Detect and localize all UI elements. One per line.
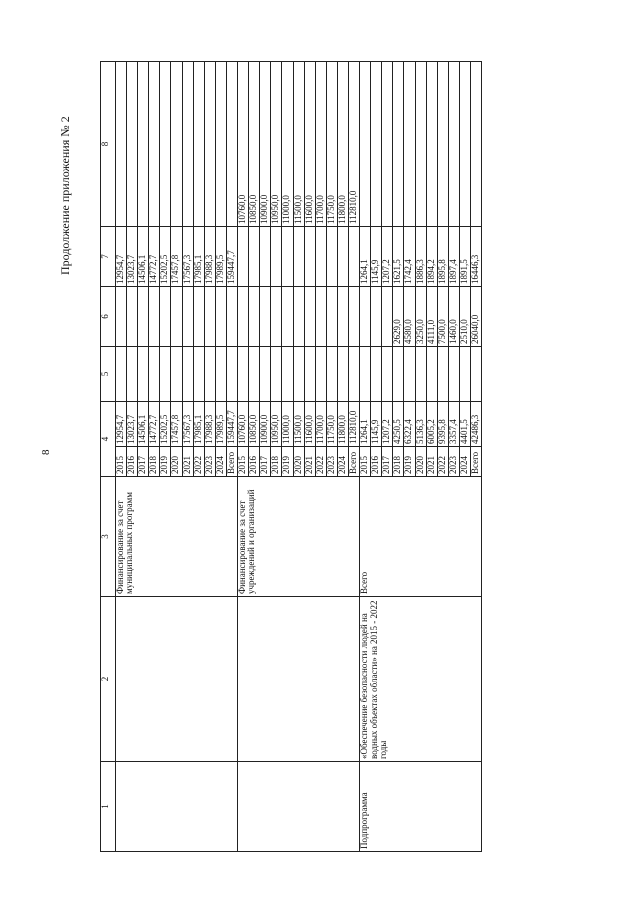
value-col4-cell: 11000,0 bbox=[282, 402, 293, 447]
value-col6-cell bbox=[116, 287, 127, 347]
value-col4-cell: 9395,8 bbox=[437, 402, 448, 447]
table-body bbox=[116, 62, 482, 852]
value-col7-cell bbox=[249, 227, 260, 287]
value-col6-cell bbox=[348, 287, 359, 347]
header-col-3: 3 bbox=[101, 477, 116, 597]
value-col7-cell: 1742,4 bbox=[404, 227, 415, 287]
year-cell: 2021 bbox=[182, 447, 193, 477]
value-col8-cell bbox=[215, 62, 226, 227]
value-col4-cell: 6322,4 bbox=[404, 402, 415, 447]
value-col4-cell: 4250,5 bbox=[393, 402, 404, 447]
value-col5-cell bbox=[393, 347, 404, 402]
value-col5-cell bbox=[415, 347, 426, 402]
value-col6-cell bbox=[337, 287, 348, 347]
value-col6-cell bbox=[371, 287, 382, 347]
value-col7-cell bbox=[260, 227, 271, 287]
value-col6-cell bbox=[360, 287, 371, 347]
value-col5-cell bbox=[160, 347, 171, 402]
value-col8-cell bbox=[226, 62, 237, 227]
value-col5-cell bbox=[226, 347, 237, 402]
value-col8-cell bbox=[471, 62, 482, 227]
value-col5-cell bbox=[404, 347, 415, 402]
value-col5-cell bbox=[459, 347, 470, 402]
value-col7-cell: 159447,7 bbox=[226, 227, 237, 287]
value-col7-cell bbox=[282, 227, 293, 287]
table-row bbox=[238, 62, 249, 852]
value-col8-cell bbox=[182, 62, 193, 227]
year-cell: 2018 bbox=[271, 447, 282, 477]
year-cell: 2024 bbox=[459, 447, 470, 477]
value-col5-cell bbox=[215, 347, 226, 402]
value-col4-cell: 14772,7 bbox=[149, 402, 160, 447]
year-cell: 2019 bbox=[404, 447, 415, 477]
appendix-caption: Продолжение приложения № 2 bbox=[58, 116, 72, 275]
value-col8-cell bbox=[415, 62, 426, 227]
value-col6-cell bbox=[193, 287, 204, 347]
value-col4-cell: 4401,5 bbox=[459, 402, 470, 447]
year-cell: 2024 bbox=[215, 447, 226, 477]
value-col6-cell bbox=[127, 287, 138, 347]
value-col5-cell bbox=[337, 347, 348, 402]
value-col4-cell: 11700,0 bbox=[315, 402, 326, 447]
value-col7-cell bbox=[337, 227, 348, 287]
value-col8-cell: 11600,0 bbox=[304, 62, 315, 227]
value-col7-cell: 17985,1 bbox=[193, 227, 204, 287]
value-col7-cell: 17457,8 bbox=[171, 227, 182, 287]
year-cell: 2015 bbox=[360, 447, 371, 477]
value-col5-cell bbox=[360, 347, 371, 402]
value-col5-cell bbox=[149, 347, 160, 402]
value-col7-cell bbox=[326, 227, 337, 287]
year-cell: 2017 bbox=[260, 447, 271, 477]
value-col8-cell: 11700,0 bbox=[315, 62, 326, 227]
value-col6-cell bbox=[171, 287, 182, 347]
value-col6-cell: 26040,0 bbox=[471, 287, 482, 347]
value-col8-cell: 10950,0 bbox=[271, 62, 282, 227]
year-cell: 2022 bbox=[315, 447, 326, 477]
year-cell: 2021 bbox=[426, 447, 437, 477]
year-cell: Всего bbox=[348, 447, 359, 477]
value-col8-cell bbox=[149, 62, 160, 227]
value-col8-cell: 11000,0 bbox=[282, 62, 293, 227]
header-col-2: 2 bbox=[101, 597, 116, 762]
value-col7-cell: 17989,5 bbox=[215, 227, 226, 287]
value-col4-cell: 12954,7 bbox=[116, 402, 127, 447]
value-col8-cell bbox=[204, 62, 215, 227]
value-col6-cell bbox=[182, 287, 193, 347]
value-col8-cell bbox=[426, 62, 437, 227]
year-cell: 2023 bbox=[204, 447, 215, 477]
year-cell: 2023 bbox=[326, 447, 337, 477]
value-col6-cell bbox=[226, 287, 237, 347]
value-col5-cell bbox=[371, 347, 382, 402]
value-col6-cell bbox=[382, 287, 393, 347]
value-col5-cell bbox=[382, 347, 393, 402]
header-col-1: 1 bbox=[101, 762, 116, 852]
value-col5-cell bbox=[127, 347, 138, 402]
value-col7-cell: 1145,9 bbox=[371, 227, 382, 287]
value-col6-cell bbox=[204, 287, 215, 347]
value-col7-cell: 12954,7 bbox=[116, 227, 127, 287]
value-col6-cell bbox=[249, 287, 260, 347]
value-col6-cell bbox=[260, 287, 271, 347]
value-col4-cell: 11600,0 bbox=[304, 402, 315, 447]
value-col8-cell: 10900,0 bbox=[260, 62, 271, 227]
value-col4-cell: 17988,3 bbox=[204, 402, 215, 447]
value-col5-cell bbox=[260, 347, 271, 402]
value-col4-cell: 1264,1 bbox=[360, 402, 371, 447]
rotated-table-wrapper bbox=[100, 62, 560, 852]
year-cell: 2015 bbox=[238, 447, 249, 477]
value-col4-cell: 6005,2 bbox=[426, 402, 437, 447]
value-col7-cell: 1621,5 bbox=[393, 227, 404, 287]
value-col8-cell: 112810,0 bbox=[348, 62, 359, 227]
value-col7-cell: 14772,7 bbox=[149, 227, 160, 287]
value-col8-cell bbox=[393, 62, 404, 227]
section-column-1-cell bbox=[238, 762, 360, 852]
value-col4-cell: 11800,0 bbox=[337, 402, 348, 447]
year-cell: 2017 bbox=[382, 447, 393, 477]
value-col6-cell: 4111,0 bbox=[426, 287, 437, 347]
header-col-7: 7 bbox=[101, 227, 116, 287]
year-cell: 2020 bbox=[415, 447, 426, 477]
value-col8-cell bbox=[382, 62, 393, 227]
value-col6-cell: 2629,0 bbox=[393, 287, 404, 347]
section-column-1-cell: Подпрограмма bbox=[360, 762, 482, 852]
year-cell: 2022 bbox=[193, 447, 204, 477]
section-column-3-cell: Финансирование за счет муниципальных программ bbox=[116, 477, 238, 597]
value-col5-cell bbox=[271, 347, 282, 402]
value-col4-cell: 5136,3 bbox=[415, 402, 426, 447]
value-col7-cell bbox=[348, 227, 359, 287]
section-column-2-cell bbox=[116, 597, 238, 762]
year-cell: Всего bbox=[226, 447, 237, 477]
value-col7-cell: 1894,2 bbox=[426, 227, 437, 287]
value-col5-cell bbox=[193, 347, 204, 402]
financing-table bbox=[100, 61, 482, 852]
value-col4-cell: 10760,0 bbox=[238, 402, 249, 447]
value-col5-cell bbox=[238, 347, 249, 402]
value-col8-cell bbox=[127, 62, 138, 227]
value-col6-cell: 3250,0 bbox=[415, 287, 426, 347]
value-col7-cell: 1264,1 bbox=[360, 227, 371, 287]
value-col7-cell bbox=[315, 227, 326, 287]
value-col6-cell bbox=[160, 287, 171, 347]
section-column-1-cell bbox=[116, 762, 238, 852]
value-col7-cell: 1895,8 bbox=[437, 227, 448, 287]
value-col4-cell: 17457,8 bbox=[171, 402, 182, 447]
value-col4-cell: 11750,0 bbox=[326, 402, 337, 447]
value-col4-cell: 1145,9 bbox=[371, 402, 382, 447]
value-col7-cell bbox=[293, 227, 304, 287]
value-col8-cell bbox=[193, 62, 204, 227]
year-cell: 2021 bbox=[304, 447, 315, 477]
value-col4-cell: 14506,1 bbox=[138, 402, 149, 447]
value-col4-cell: 42486,3 bbox=[471, 402, 482, 447]
value-col4-cell: 1207,2 bbox=[382, 402, 393, 447]
value-col4-cell: 17989,5 bbox=[215, 402, 226, 447]
page-number: 8 bbox=[40, 449, 52, 455]
year-cell: 2019 bbox=[160, 447, 171, 477]
value-col7-cell: 1891,5 bbox=[459, 227, 470, 287]
value-col5-cell bbox=[426, 347, 437, 402]
value-col7-cell: 17567,3 bbox=[182, 227, 193, 287]
value-col6-cell bbox=[282, 287, 293, 347]
value-col8-cell bbox=[371, 62, 382, 227]
value-col7-cell bbox=[304, 227, 315, 287]
value-col6-cell bbox=[238, 287, 249, 347]
value-col7-cell: 16446,3 bbox=[471, 227, 482, 287]
value-col8-cell bbox=[138, 62, 149, 227]
value-col8-cell bbox=[116, 62, 127, 227]
table-row bbox=[360, 62, 371, 852]
header-col-5: 5 bbox=[101, 347, 116, 402]
value-col4-cell: 10950,0 bbox=[271, 402, 282, 447]
value-col5-cell bbox=[204, 347, 215, 402]
value-col4-cell: 17985,1 bbox=[193, 402, 204, 447]
value-col4-cell: 10850,0 bbox=[249, 402, 260, 447]
value-col8-cell: 10850,0 bbox=[249, 62, 260, 227]
value-col6-cell bbox=[138, 287, 149, 347]
header-col-4: 4 bbox=[101, 402, 116, 477]
table-row bbox=[116, 62, 127, 852]
value-col4-cell: 13023,7 bbox=[127, 402, 138, 447]
value-col4-cell: 17567,3 bbox=[182, 402, 193, 447]
year-cell: 2020 bbox=[293, 447, 304, 477]
value-col6-cell bbox=[215, 287, 226, 347]
value-col8-cell: 11800,0 bbox=[337, 62, 348, 227]
section-column-3-cell: Всего bbox=[360, 477, 482, 597]
value-col4-cell: 112810,0 bbox=[348, 402, 359, 447]
year-cell: 2023 bbox=[448, 447, 459, 477]
section-column-3-cell: Финансирование за счет учреждений и организаций bbox=[238, 477, 360, 597]
year-cell: 2020 bbox=[171, 447, 182, 477]
value-col5-cell bbox=[171, 347, 182, 402]
year-cell: 2016 bbox=[371, 447, 382, 477]
header-row bbox=[101, 62, 116, 852]
value-col5-cell bbox=[293, 347, 304, 402]
value-col4-cell: 3357,4 bbox=[448, 402, 459, 447]
value-col5-cell bbox=[315, 347, 326, 402]
value-col6-cell: 2510,0 bbox=[459, 287, 470, 347]
value-col8-cell bbox=[360, 62, 371, 227]
value-col7-cell: 15202,5 bbox=[160, 227, 171, 287]
value-col8-cell: 11500,0 bbox=[293, 62, 304, 227]
value-col6-cell: 4580,0 bbox=[404, 287, 415, 347]
year-cell: 2017 bbox=[138, 447, 149, 477]
value-col6-cell bbox=[149, 287, 160, 347]
year-cell: 2018 bbox=[393, 447, 404, 477]
value-col7-cell: 17988,3 bbox=[204, 227, 215, 287]
value-col5-cell bbox=[116, 347, 127, 402]
year-cell: 2016 bbox=[249, 447, 260, 477]
value-col7-cell bbox=[271, 227, 282, 287]
value-col8-cell bbox=[404, 62, 415, 227]
year-cell: 2019 bbox=[282, 447, 293, 477]
year-cell: Всего bbox=[471, 447, 482, 477]
value-col8-cell bbox=[160, 62, 171, 227]
value-col6-cell bbox=[304, 287, 315, 347]
value-col8-cell bbox=[459, 62, 470, 227]
value-col5-cell bbox=[138, 347, 149, 402]
year-cell: 2018 bbox=[149, 447, 160, 477]
value-col4-cell: 11500,0 bbox=[293, 402, 304, 447]
value-col6-cell: 7500,0 bbox=[437, 287, 448, 347]
value-col7-cell: 1886,3 bbox=[415, 227, 426, 287]
year-cell: 2015 bbox=[116, 447, 127, 477]
value-col7-cell: 14506,1 bbox=[138, 227, 149, 287]
year-cell: 2016 bbox=[127, 447, 138, 477]
value-col8-cell bbox=[448, 62, 459, 227]
value-col7-cell: 1207,2 bbox=[382, 227, 393, 287]
value-col6-cell bbox=[326, 287, 337, 347]
value-col6-cell bbox=[271, 287, 282, 347]
value-col5-cell bbox=[326, 347, 337, 402]
value-col8-cell: 10760,0 bbox=[238, 62, 249, 227]
value-col5-cell bbox=[348, 347, 359, 402]
value-col5-cell bbox=[437, 347, 448, 402]
year-cell: 2022 bbox=[437, 447, 448, 477]
value-col5-cell bbox=[448, 347, 459, 402]
value-col6-cell bbox=[315, 287, 326, 347]
value-col8-cell: 11750,0 bbox=[326, 62, 337, 227]
value-col5-cell bbox=[182, 347, 193, 402]
value-col7-cell bbox=[238, 227, 249, 287]
value-col4-cell: 10900,0 bbox=[260, 402, 271, 447]
header-col-6: 6 bbox=[101, 287, 116, 347]
value-col5-cell bbox=[304, 347, 315, 402]
value-col6-cell: 1460,0 bbox=[448, 287, 459, 347]
value-col4-cell: 159447,7 bbox=[226, 402, 237, 447]
value-col4-cell: 15202,5 bbox=[160, 402, 171, 447]
year-cell: 2024 bbox=[337, 447, 348, 477]
value-col8-cell bbox=[437, 62, 448, 227]
value-col6-cell bbox=[293, 287, 304, 347]
value-col5-cell bbox=[282, 347, 293, 402]
value-col7-cell: 1897,4 bbox=[448, 227, 459, 287]
value-col7-cell: 13023,7 bbox=[127, 227, 138, 287]
value-col5-cell bbox=[249, 347, 260, 402]
value-col5-cell bbox=[471, 347, 482, 402]
value-col8-cell bbox=[171, 62, 182, 227]
section-column-2-cell bbox=[238, 597, 360, 762]
header-col-8: 8 bbox=[101, 62, 116, 227]
section-column-2-cell: «Обеспечение безопасности людей на водных объектах области» на 2015 - 2022 годы bbox=[360, 597, 482, 762]
